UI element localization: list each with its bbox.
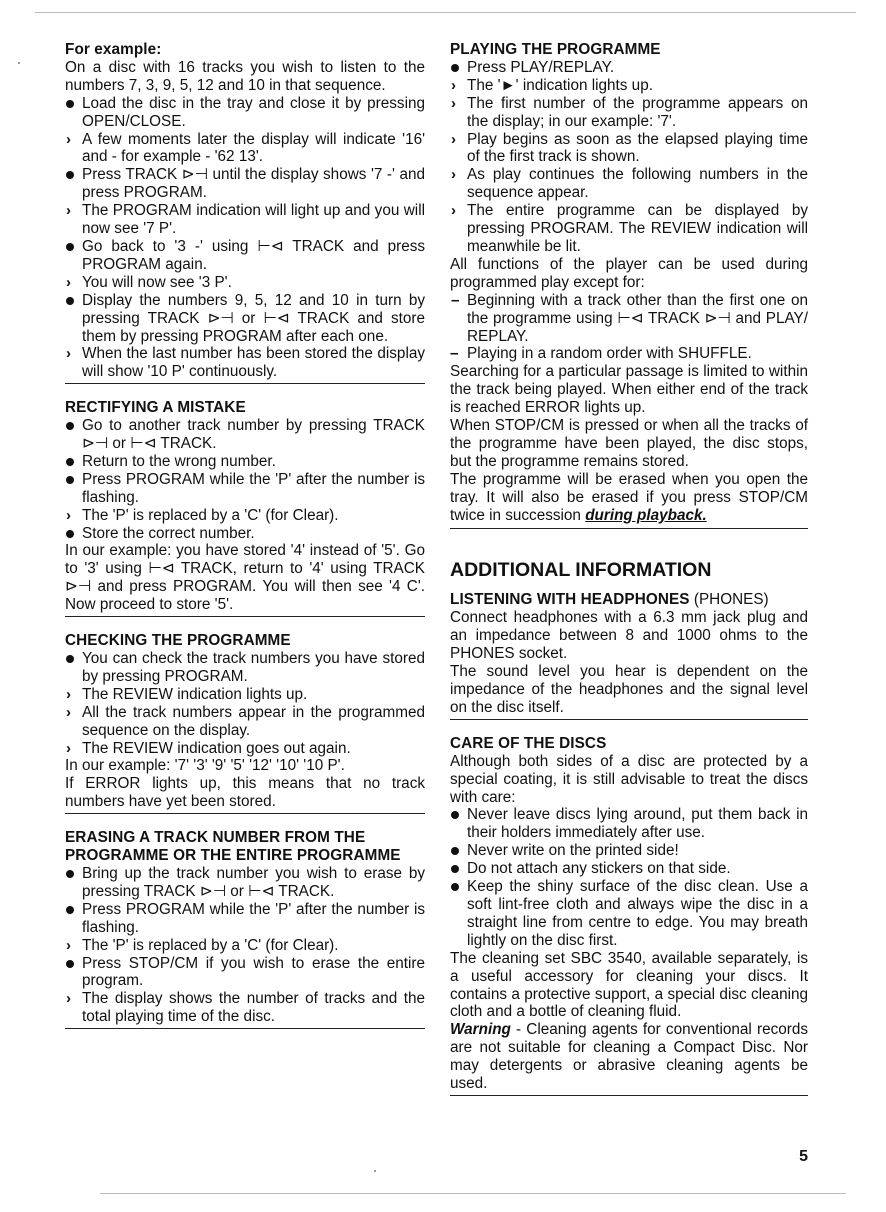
example-intro: On a disc with 16 tracks you wish to listen to the numbers 7, 3, 9, 5, 12 and 10 in that sequence. — [65, 58, 425, 94]
result-arrow-icon: › — [66, 202, 71, 220]
bullet-icon — [451, 883, 459, 891]
bullet-icon — [451, 865, 459, 873]
list-item-text: You can check the track numbers you have stored by pressing PROGRAM. — [82, 650, 425, 685]
list-item — [65, 937, 425, 955]
result-arrow-icon: › — [66, 273, 71, 291]
list-item-text: The display shows the number of tracks and the total playing time of the disc. — [82, 990, 425, 1026]
checking-example: In our example: '7' '3' '9' '5' '12' '10' '10 P'. — [65, 757, 345, 775]
bullet-icon — [66, 100, 74, 108]
list-item — [65, 901, 425, 937]
list-item — [65, 704, 425, 740]
bullet-icon — [66, 655, 74, 663]
result-arrow-icon: › — [451, 202, 456, 220]
list-item-text: When the last number has been stored the display will show '10 P' continuously. — [82, 345, 425, 381]
list-item — [65, 650, 425, 686]
playing-search-note: Searching for a particular passage is limited to within the track being played. When either end of the track is reached ERROR lights up. — [450, 363, 808, 417]
headphones-connect: Connect headphones with a 6.3 mm jack plug and an impedance between 8 and 1000 ohms to the PHONES socket. — [450, 609, 808, 663]
list-item-text: The REVIEW indication lights up. — [82, 685, 308, 703]
section-example — [65, 41, 425, 384]
bullet-icon — [451, 64, 459, 72]
list-item-text: Load the disc in the tray and close it by pressing OPEN/CLOSE. — [82, 94, 425, 130]
rectifying-list — [65, 417, 425, 542]
exception-text: Playing in a random order with SHUFFLE. — [467, 345, 752, 363]
playing-heading: PLAYING THE PROGRAMME — [450, 41, 661, 58]
list-item — [65, 990, 425, 1026]
scan-edge-top — [35, 12, 856, 13]
list-item-text: Never write on the printed side! — [467, 842, 679, 860]
playing-exception-item — [450, 345, 808, 363]
result-arrow-icon: › — [451, 130, 456, 148]
bullet-icon — [66, 960, 74, 968]
care-list — [450, 806, 808, 949]
checking-list — [65, 650, 425, 757]
bullet-icon — [66, 906, 74, 914]
list-item — [65, 471, 425, 507]
list-item-text: You will now see '3 P'. — [82, 273, 232, 291]
list-item-text: As play continues the following numbers in the sequence appear. — [467, 166, 808, 202]
erase-note-emphasis: during playback. — [585, 506, 707, 524]
result-arrow-icon: › — [451, 94, 456, 112]
list-item-text: A few moments later the display will indicate '16' and - for example - '62 13'. — [82, 130, 425, 166]
list-item — [450, 202, 808, 256]
list-item — [65, 95, 425, 131]
list-item-text: The entire programme can be displayed by pressing PROGRAM. The REVIEW indication will meanwhile be lit. — [467, 202, 808, 255]
rectifying-heading: RECTIFYING A MISTAKE — [65, 399, 246, 417]
headphones-level: The sound level you hear is dependent on the impedance of the headphones and the signal level on the disc itself. — [450, 663, 808, 716]
rectifying-example: In our example: you have stored '4' instead of '5'. Go to '3' using ⊢⊲ TRACK, return to '4' using TRACK ⊳⊣ and press PROGRAM. You will then see '4 C'. Now proceed to store '5'. — [65, 542, 425, 614]
list-item-text: All the track numbers appear in the programmed sequence on the display. — [82, 703, 425, 739]
list-item — [65, 525, 425, 543]
list-item-text: Display the numbers 9, 5, 12 and 10 in turn by pressing TRACK ⊳⊣ or ⊢⊲ TRACK and store them by pressing PROGRAM after each one. — [82, 291, 425, 345]
result-arrow-icon: › — [66, 936, 71, 954]
care-heading: CARE OF THE DISCS — [450, 734, 607, 752]
list-item — [65, 507, 425, 525]
headphones-title: LISTENING WITH HEADPHONES — [450, 591, 690, 609]
result-arrow-icon: › — [66, 345, 71, 363]
list-item — [65, 292, 425, 346]
result-arrow-icon: › — [451, 76, 456, 94]
example-heading: For example: — [65, 41, 162, 58]
checking-heading: CHECKING THE PROGRAMME — [65, 632, 291, 650]
list-item — [450, 59, 808, 77]
headphones-title-suffix: (PHONES) — [693, 591, 769, 609]
scan-speck — [374, 1170, 376, 1172]
playing-list — [450, 59, 808, 256]
result-arrow-icon: › — [66, 703, 71, 721]
erasing-heading: ERASING A TRACK NUMBER FROM THE PROGRAMME OR THE ENTIRE PROGRAMME — [65, 829, 401, 865]
list-item — [450, 878, 808, 950]
result-arrow-icon: › — [66, 739, 71, 757]
list-item — [65, 131, 425, 167]
list-item — [65, 202, 425, 238]
bullet-icon — [66, 171, 74, 179]
page-number: 5 — [799, 1148, 808, 1165]
headphones-heading — [450, 591, 808, 609]
list-item-text: The 'P' is replaced by a 'C' (for Clear). — [82, 506, 339, 524]
bullet-icon — [66, 422, 74, 430]
dash-marker: – — [451, 291, 460, 309]
example-list — [65, 95, 425, 382]
list-item — [65, 686, 425, 704]
playing-exception-item — [450, 292, 808, 346]
list-item — [450, 806, 808, 842]
list-item — [65, 417, 425, 453]
list-item — [65, 345, 425, 381]
list-item — [65, 740, 425, 758]
section-rectifying — [65, 399, 425, 617]
list-item-text: Go back to '3 -' using ⊢⊲ TRACK and press PROGRAM again. — [82, 237, 425, 273]
section-erasing — [65, 829, 425, 1029]
left-column — [65, 41, 425, 1044]
list-item-text: Bring up the track number you wish to erase by pressing TRACK ⊳⊣ or ⊢⊲ TRACK. — [82, 864, 425, 900]
list-item — [65, 274, 425, 292]
care-warning — [450, 1021, 808, 1093]
list-item-text: Press PLAY/REPLAY. — [467, 58, 615, 76]
list-item — [65, 955, 425, 991]
erasing-list — [65, 865, 425, 1026]
list-item-text: Do not attach any stickers on that side. — [467, 860, 731, 878]
list-item-text: Press PROGRAM while the 'P' after the number is flashing. — [82, 470, 425, 506]
result-arrow-icon: › — [66, 685, 71, 703]
list-item-text: The REVIEW indication goes out again. — [82, 739, 351, 757]
list-item-text: Store the correct number. — [82, 524, 255, 542]
scan-speck — [18, 62, 20, 64]
list-item-text: Return to the wrong number. — [82, 452, 276, 470]
list-item-text: Play begins as soon as the elapsed playing time of the first track is shown. — [467, 130, 808, 166]
bullet-icon — [66, 530, 74, 538]
bullet-icon — [66, 297, 74, 305]
list-item — [65, 166, 425, 202]
list-item-text: Press STOP/CM if you wish to erase the entire program. — [82, 954, 425, 990]
additional-information-heading: ADDITIONAL INFORMATION — [450, 559, 712, 582]
list-item-text: The '►' indication lights up. — [467, 76, 653, 94]
warning-label: Warning — [450, 1021, 511, 1039]
bullet-icon — [451, 847, 459, 855]
playing-erase-note — [450, 471, 808, 525]
bullet-icon — [66, 458, 74, 466]
result-arrow-icon: › — [66, 506, 71, 524]
bullet-icon — [66, 243, 74, 251]
bullet-icon — [451, 811, 459, 819]
scan-edge-bottom — [100, 1193, 846, 1194]
list-item-text: The first number of the programme appears on the display; in our example: '7'. — [467, 94, 808, 130]
list-item — [450, 860, 808, 878]
section-care — [450, 735, 808, 1096]
list-item — [450, 166, 808, 202]
list-item — [65, 238, 425, 274]
result-arrow-icon: › — [451, 166, 456, 184]
list-item-text: Never leave discs lying around, put them back in their holders immediately after use. — [467, 806, 808, 842]
result-arrow-icon: › — [66, 990, 71, 1008]
care-intro: Although both sides of a disc are protected by a special coating, it is still advisable to treat the discs with care: — [450, 752, 808, 806]
section-playing — [450, 41, 808, 529]
erase-note-text: The programme will be erased when you open the tray. It will also be erased if you press STOP/CM twice in succession — [450, 470, 808, 524]
list-item — [450, 842, 808, 860]
warning-text: - Cleaning agents for conventional records are not suitable for cleaning a Compact Disc. Nor may detergents or abrasive cleaning agents be used. — [450, 1021, 808, 1093]
exception-text: Beginning with a track other than the first one on the programme using ⊢⊲ TRACK ⊳⊣ and PLAY/ REPLAY. — [467, 291, 808, 345]
list-item — [450, 131, 808, 167]
right-column — [450, 41, 808, 1111]
list-item-text: Press PROGRAM while the 'P' after the number is flashing. — [82, 900, 425, 936]
section-checking — [65, 632, 425, 814]
dash-marker: – — [450, 345, 459, 363]
list-item — [450, 77, 808, 95]
list-item-text: The PROGRAM indication will light up and you will now see '7 P'. — [82, 202, 425, 238]
checking-error-note: If ERROR lights up, this means that no track numbers have yet been stored. — [65, 775, 425, 811]
list-item — [450, 95, 808, 131]
bullet-icon — [66, 476, 74, 484]
list-item-text: Keep the shiny surface of the disc clean. Use a soft lint-free cloth and always wipe the disc in a straight line from centre to edge. You may breath lightly on the disc first. — [467, 878, 808, 949]
section-headphones — [450, 591, 808, 719]
playing-stop-note: When STOP/CM is pressed or when all the tracks of the programme have been played, the disc stops, but the programme remains stored. — [450, 417, 808, 470]
playing-functions-note: All functions of the player can be used during programmed play except for: — [450, 255, 808, 291]
list-item-text: Press TRACK ⊳⊣ until the display shows '7 -' and press PROGRAM. — [82, 166, 425, 202]
list-item-text: Go to another track number by pressing TRACK ⊳⊣ or ⊢⊲ TRACK. — [82, 417, 425, 453]
bullet-icon — [66, 870, 74, 878]
list-item — [65, 865, 425, 901]
result-arrow-icon: › — [66, 130, 71, 148]
list-item — [65, 453, 425, 471]
list-item-text: The 'P' is replaced by a 'C' (for Clear). — [82, 936, 339, 954]
care-cleaning-set: The cleaning set SBC 3540, available separately, is a useful accessory for cleaning your discs. It contains a protective support, a special disc cleaning cloth and a bottle of cleaning fluid. — [450, 949, 808, 1021]
